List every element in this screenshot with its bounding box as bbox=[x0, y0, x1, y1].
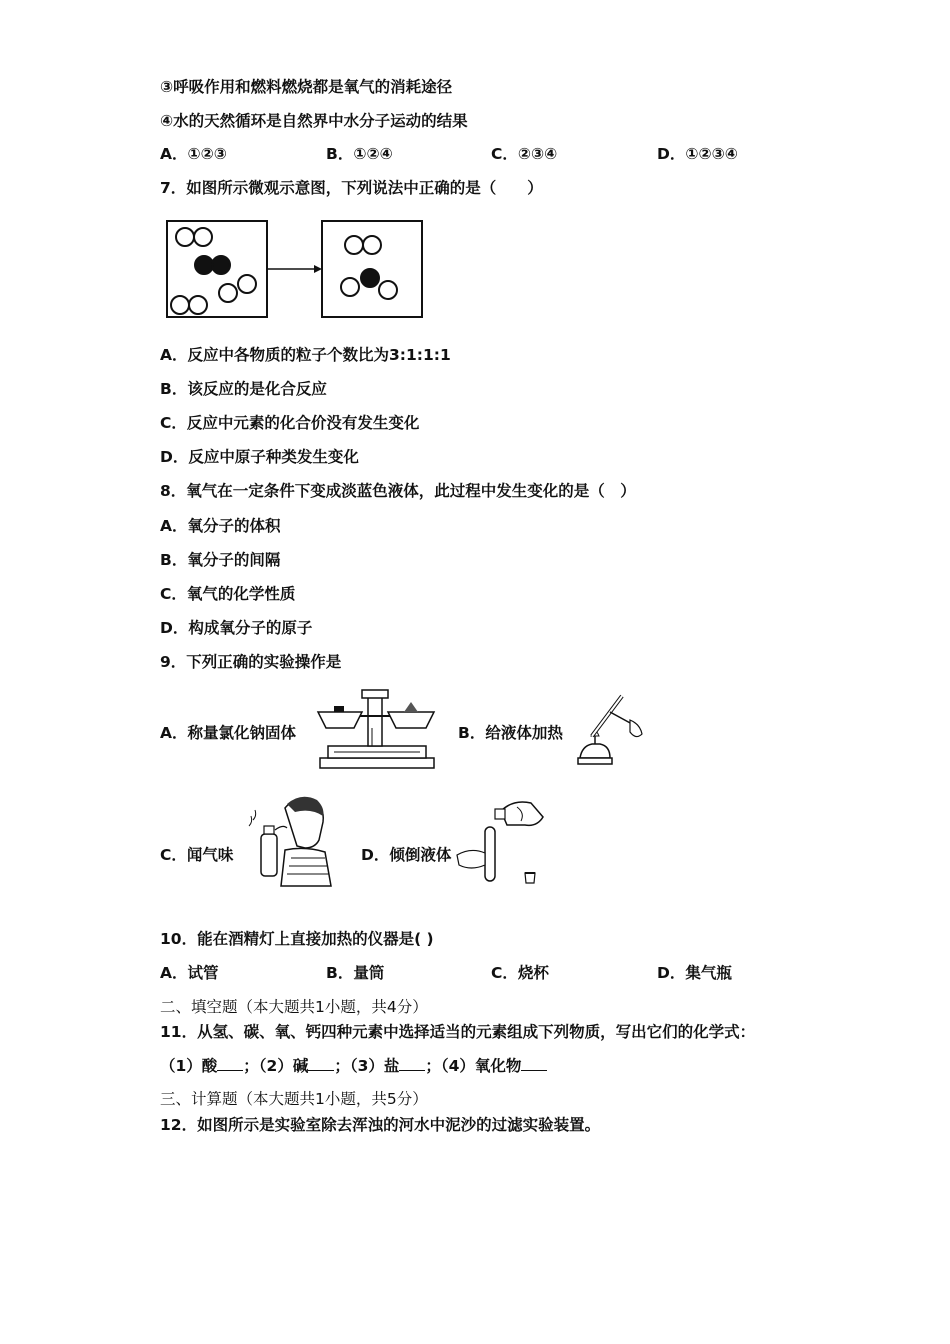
option-text: 构成氧分子的原子 bbox=[188, 619, 313, 637]
q11-answer-4-blank[interactable] bbox=[521, 1056, 547, 1071]
balance-scale-image bbox=[310, 686, 442, 772]
q6-option-d[interactable] bbox=[657, 144, 738, 164]
q6-option-c[interactable] bbox=[491, 144, 557, 164]
q7-option-b[interactable] bbox=[160, 379, 327, 399]
q8-option-b[interactable] bbox=[160, 550, 280, 570]
q9-option-d[interactable] bbox=[361, 845, 451, 865]
q10-option-d[interactable] bbox=[657, 963, 732, 983]
option-label: C． bbox=[491, 964, 518, 982]
option-text: 氧气的化学性质 bbox=[186, 585, 296, 603]
option-text: 给液体加热 bbox=[485, 724, 563, 742]
option-text: 该反应的是化合反应 bbox=[187, 380, 327, 398]
option-label: D． bbox=[657, 964, 686, 982]
option-text: ①②④ bbox=[353, 145, 393, 163]
option-text: ①②③ bbox=[187, 145, 227, 163]
q7-stem: 7．如图所示微观示意图，下列说法中正确的是（ ） bbox=[160, 179, 543, 197]
smell-gas-image bbox=[245, 790, 345, 888]
q11-part-3-label: ；（3）盐 bbox=[334, 1057, 400, 1075]
q11-answer-2-blank[interactable] bbox=[308, 1056, 334, 1071]
q6-statement-3: ③呼吸作用和燃料燃烧都是氧气的消耗途径 bbox=[160, 78, 453, 96]
q10-option-b[interactable] bbox=[326, 963, 384, 983]
q7-option-d[interactable] bbox=[160, 447, 359, 467]
option-text: 称量氯化钠固体 bbox=[187, 724, 297, 742]
option-text: 量筒 bbox=[353, 964, 385, 982]
q11-part-4-label: ；（4）氧化物 bbox=[425, 1057, 522, 1075]
option-text: 反应中各物质的粒子个数比为3:1:1:1 bbox=[187, 346, 451, 364]
option-text: 反应中元素的化合价没有发生变化 bbox=[186, 414, 420, 432]
option-label: B． bbox=[326, 964, 354, 982]
option-text: 倾倒液体 bbox=[389, 846, 452, 864]
q9-stem: 9．下列正确的实验操作是 bbox=[160, 653, 342, 671]
q11-parts bbox=[160, 1056, 547, 1076]
q11-part-2-label: ；（2）碱 bbox=[243, 1057, 309, 1075]
option-label: A． bbox=[160, 964, 188, 982]
q9-option-c[interactable] bbox=[160, 845, 233, 865]
q12-stem: 12．如图所示是实验室除去浑浊的河水中泥沙的过滤实验装置。 bbox=[160, 1116, 601, 1134]
q7-micro-diagram bbox=[160, 212, 430, 324]
option-label: B． bbox=[458, 724, 486, 742]
option-label: B． bbox=[160, 380, 188, 398]
option-label: D． bbox=[657, 145, 686, 163]
option-label: A． bbox=[160, 517, 188, 535]
option-text: 烧杯 bbox=[517, 964, 549, 982]
q8-option-c[interactable] bbox=[160, 584, 295, 604]
option-label: D． bbox=[361, 846, 390, 864]
section-heading-calculation: 三、计算题（本大题共1小题，共5分） bbox=[160, 1090, 428, 1108]
q6-option-b[interactable] bbox=[326, 144, 393, 164]
section-heading-fill-in: 二、填空题（本大题共1小题，共4分） bbox=[160, 998, 428, 1016]
q11-answer-1-blank[interactable] bbox=[217, 1056, 243, 1071]
q11-stem: 11．从氢、碳、氧、钙四种元素中选择适当的元素组成下列物质，写出它们的化学式： bbox=[160, 1023, 756, 1041]
option-text: 反应中原子种类发生变化 bbox=[188, 448, 359, 466]
option-text: ①②③④ bbox=[685, 145, 738, 163]
q7-option-a[interactable] bbox=[160, 345, 451, 365]
q6-statement-4: ④水的天然循环是自然界中水分子运动的结果 bbox=[160, 112, 468, 130]
option-label: D． bbox=[160, 619, 189, 637]
option-text: 试管 bbox=[187, 964, 219, 982]
q8-option-d[interactable] bbox=[160, 618, 312, 638]
q9-option-b[interactable] bbox=[458, 723, 563, 743]
option-text: 闻气味 bbox=[186, 846, 234, 864]
q8-stem: 8．氧气在一定条件下变成淡蓝色液体，此过程中发生变化的是（ ） bbox=[160, 482, 636, 500]
option-label: A． bbox=[160, 145, 188, 163]
q10-stem: 10．能在酒精灯上直接加热的仪器是( ) bbox=[160, 930, 434, 948]
option-label: B． bbox=[326, 145, 354, 163]
option-text: 氧分子的体积 bbox=[187, 517, 281, 535]
pour-liquid-image bbox=[455, 795, 550, 887]
option-label: A． bbox=[160, 346, 188, 364]
option-text: ②③④ bbox=[517, 145, 558, 163]
option-label: C． bbox=[160, 585, 187, 603]
option-text: 集气瓶 bbox=[685, 964, 732, 982]
option-label: C． bbox=[160, 414, 187, 432]
q6-option-a[interactable] bbox=[160, 144, 227, 164]
option-label: B． bbox=[160, 551, 188, 569]
q11-answer-3-blank[interactable] bbox=[399, 1056, 425, 1071]
option-text: 氧分子的间隔 bbox=[187, 551, 281, 569]
option-label: A． bbox=[160, 724, 188, 742]
heating-liquid-image bbox=[570, 690, 650, 772]
option-label: D． bbox=[160, 448, 189, 466]
q10-option-c[interactable] bbox=[491, 963, 549, 983]
q11-part-1-label: （1）酸 bbox=[160, 1057, 218, 1075]
q9-option-a[interactable] bbox=[160, 723, 296, 743]
option-label: C． bbox=[491, 145, 518, 163]
q8-option-a[interactable] bbox=[160, 516, 281, 536]
q7-option-c[interactable] bbox=[160, 413, 419, 433]
option-label: C． bbox=[160, 846, 187, 864]
q10-option-a[interactable] bbox=[160, 963, 219, 983]
